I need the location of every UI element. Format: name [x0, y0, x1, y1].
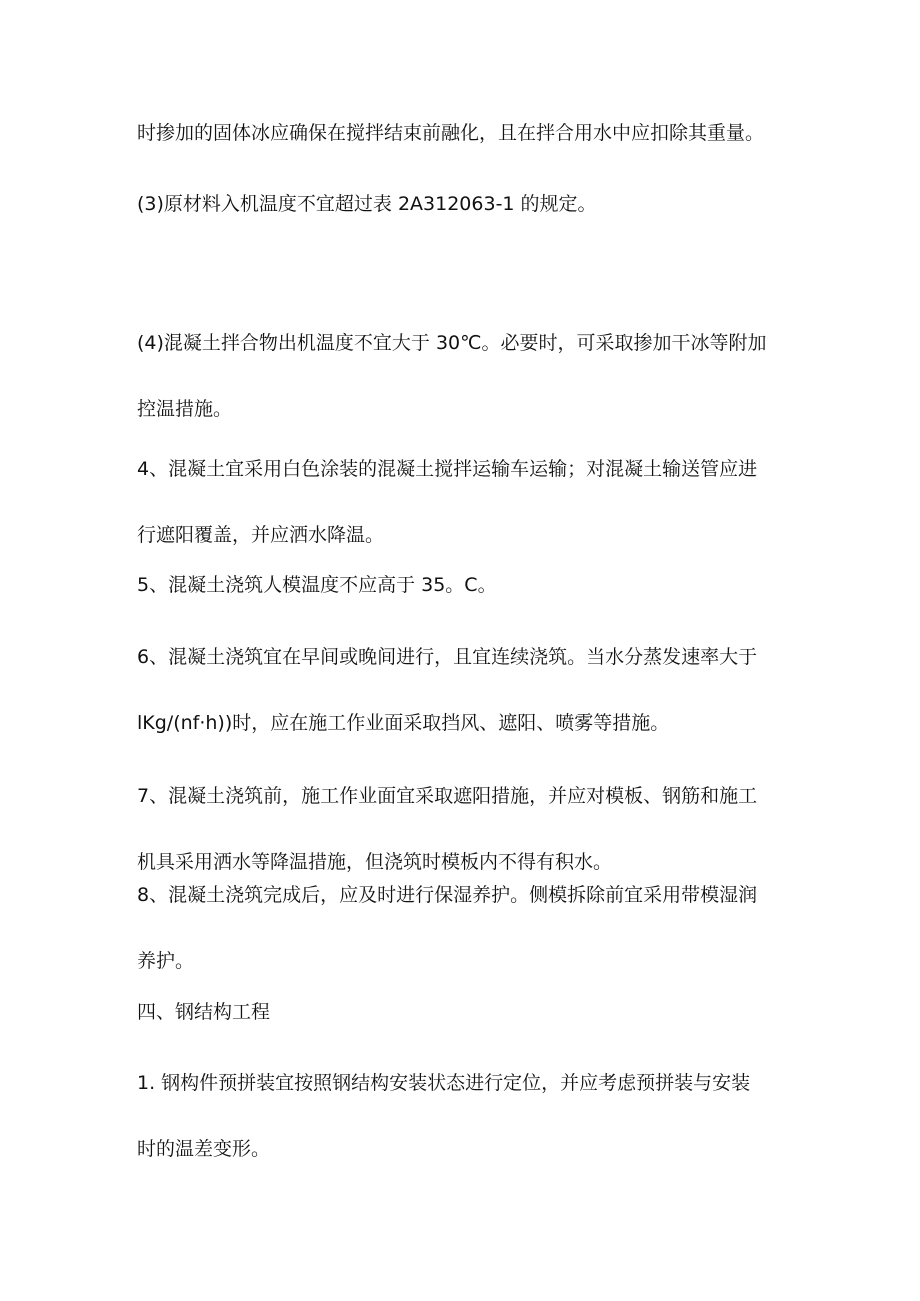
paragraph-step-6-pouring-time: [137, 624, 797, 756]
paragraph-line: 5、混凝土浇筑人模温度不应高于 35。C。: [137, 574, 497, 596]
paragraph-step-5-pouring-temp: [137, 552, 797, 618]
paragraph-line: (4)混凝土拌合物出机温度不宜大于 30℃。必要时，可采取掺加干冰等附加: [137, 332, 767, 354]
section-heading-steel-structure: [137, 979, 797, 1045]
paragraph-line: 4、混凝土宜采用白色涂装的混凝土搅拌运输车运输；对混凝土输送管应进: [137, 458, 758, 480]
paragraph-item-4-temperature: [137, 310, 797, 442]
paragraph-line: 行遮阳覆盖，并应洒水降温。: [137, 524, 385, 546]
paragraph-line: (3)原材料入机温度不宜超过表 2A312063-1 的规定。: [137, 193, 597, 215]
paragraph-item-3: [137, 171, 797, 237]
paragraph-line: 机具采用洒水等降温措施，但浇筑时模板内不得有积水。: [137, 851, 613, 873]
paragraph-step-8-curing: [137, 862, 797, 994]
paragraph-line: 时掺加的固体冰应确保在搅拌结束前融化，且在拌合用水中应扣除其重量。: [137, 122, 765, 144]
paragraph-ice-melting: [137, 100, 797, 166]
paragraph-line: lKg/(nf·h))时，应在施工作业面采取挡风、遮阳、喷雾等措施。: [137, 712, 670, 734]
paragraph-line: 6、混凝土浇筑宜在早间或晚间进行，且宜连续浇筑。当水分蒸发速率大于: [137, 646, 758, 668]
paragraph-step-4-transport: [137, 436, 797, 568]
paragraph-line: 时的温差变形。: [137, 1138, 271, 1160]
paragraph-line: 1. 钢构件预拼装宜按照钢结构安装状态进行定位，并应考虑预拼装与安装: [137, 1072, 751, 1094]
heading-line: 四、钢结构工程: [137, 1001, 271, 1023]
paragraph-steel-step-1: [137, 1050, 797, 1182]
paragraph-line: 8、混凝土浇筑完成后，应及时进行保湿养护。侧模拆除前宜采用带模湿润: [137, 884, 758, 906]
paragraph-line: 7、混凝土浇筑前，施工作业面宜采取遮阳措施，并应对模板、钢筋和施工: [137, 785, 758, 807]
paragraph-line: 控温措施。: [137, 398, 233, 420]
paragraph-line: 养护。: [137, 950, 195, 972]
